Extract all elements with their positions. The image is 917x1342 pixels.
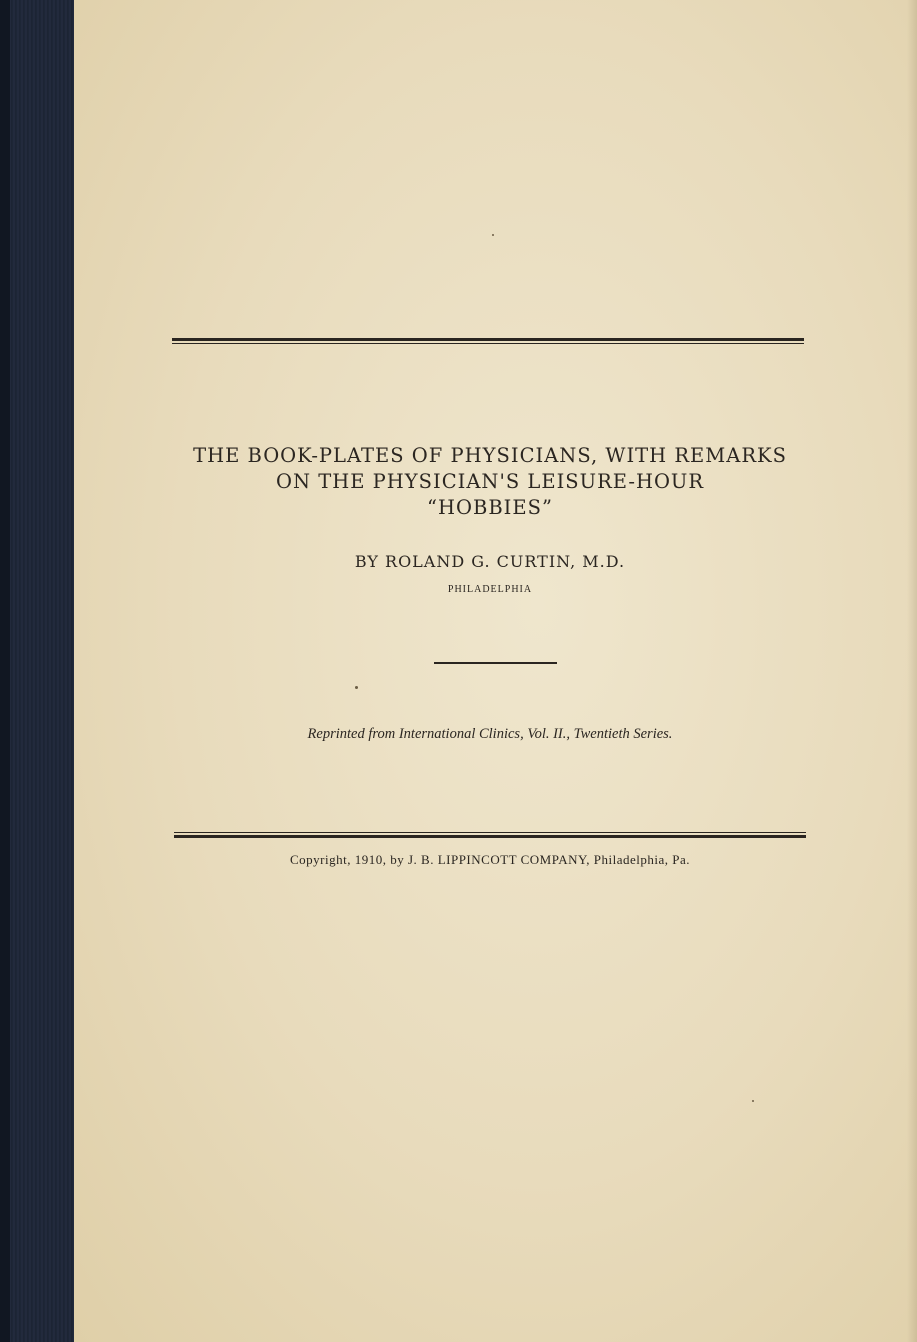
top-double-rule (172, 338, 804, 344)
bottom-double-rule (174, 832, 806, 838)
paper-speck (492, 234, 494, 236)
copyright-line: Copyright, 1910, by J. B. LIPPINCOTT COMPANY, Philadelphia, Pa. (290, 852, 690, 867)
title-line-2: ON THE PHYSICIAN'S LEISURE-HOUR (275, 470, 705, 493)
book-spine (0, 0, 74, 1342)
book-title (172, 443, 808, 521)
front-cover (74, 0, 917, 1342)
paper-speck (355, 686, 358, 689)
author-city: PHILADELPHIA (447, 584, 533, 595)
short-divider-rule (434, 662, 557, 664)
spine-edge (0, 0, 10, 1342)
author-line: BY ROLAND G. CURTIN, M.D. (354, 552, 626, 571)
paper-speck (752, 1100, 754, 1102)
title-line-3: “HOBBIES” (427, 496, 553, 519)
title-line-1: THE BOOK-PLATES OF PHYSICIANS, WITH REMARKS (193, 444, 787, 467)
reprint-note: Reprinted from International Clinics, Vol. II., Twentieth Series. (307, 726, 673, 742)
